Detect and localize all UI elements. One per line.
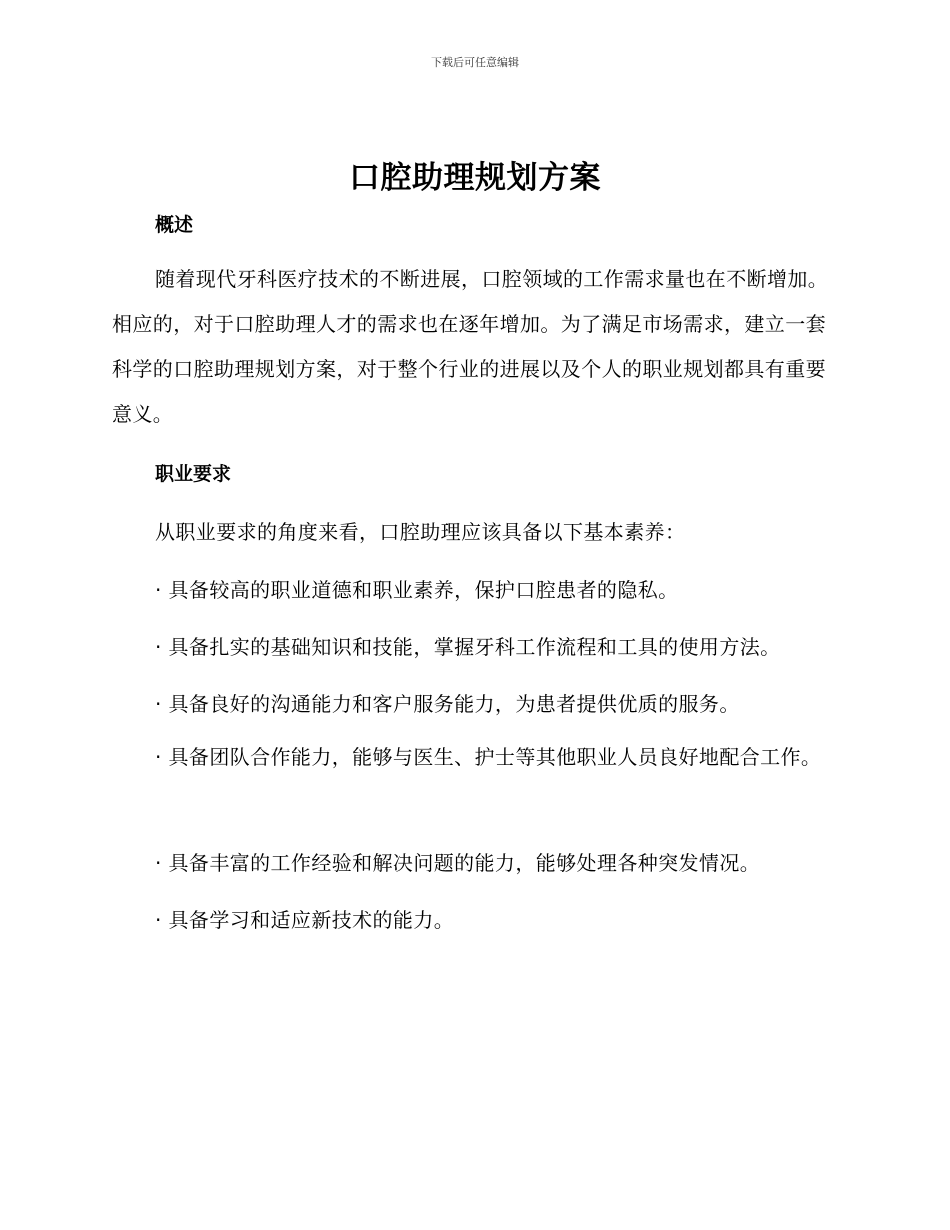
section-heading-requirements: 职业要求 (155, 463, 232, 485)
overview-paragraph: 随着现代牙科医疗技术的不断进展，口腔领域的工作需求量也在不断增加。相应的，对于口腔助理人才的需求也在逐年增加。为了满足市场需求，建立一套科学的口腔助理规划方案，对于整个行业的进展以及个人的职业规划都具有重要意义。 (112, 267, 829, 426)
requirements-intro: 从职业要求的角度来看，口腔助理应该具备以下基本素养： (155, 520, 686, 544)
list-item: · 具备扎实的基础知识和技能，掌握牙科工作流程和工具的使用方法。 (155, 635, 781, 659)
list-item: · 具备学习和适应新技术的能力。 (155, 908, 455, 932)
document-title: 口腔助理规划方案 (349, 160, 601, 196)
list-item: · 具备团队合作能力，能够与医生、护士等其他职业人员良好地配合工作。 (155, 745, 822, 769)
section-heading-overview: 概述 (155, 214, 194, 236)
list-item: · 具备较高的职业道德和职业素养，保护口腔患者的隐私。 (155, 578, 679, 602)
header-note: 下载后可任意编辑 (431, 56, 519, 69)
list-item: · 具备良好的沟通能力和客户服务能力，为患者提供优质的服务。 (155, 692, 740, 716)
list-item: · 具备丰富的工作经验和解决问题的能力，能够处理各种突发情况。 (155, 851, 761, 875)
